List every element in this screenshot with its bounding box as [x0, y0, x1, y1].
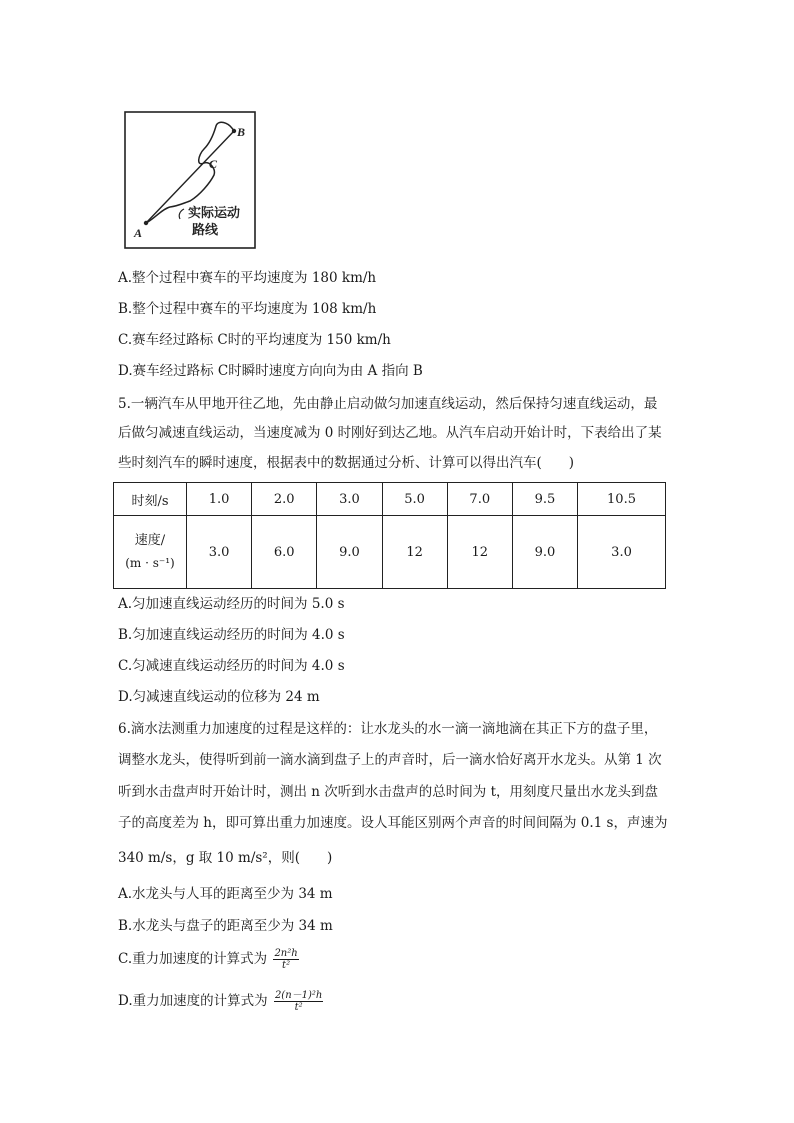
speed-cell: 3.0 [187, 516, 252, 589]
q6-option-c-fraction [273, 948, 298, 971]
q6-option-d [118, 986, 323, 1016]
q6-stem-line5: 340 m/s，g 取 10 m/s²，则( ) [118, 850, 333, 866]
speed-header-line1: 速度/ [134, 533, 166, 548]
q6-option-c [118, 944, 299, 974]
time-cell: 5.0 [382, 483, 447, 516]
q6-option-c-text: C.重力加速度的计算式为 [118, 951, 268, 967]
time-cell: 10.5 [578, 483, 666, 516]
time-cell: 2.0 [252, 483, 317, 516]
time-cell: 9.5 [512, 483, 577, 516]
track-diagram-svg [124, 111, 256, 249]
q5-stem-line1: 5.一辆汽车从甲地开往乙地，先由静止启动做匀加速直线运动，然后保持匀速直线运动，最 [118, 396, 658, 412]
caption-line2: 路线 [192, 223, 219, 238]
q5-stem-line2: 后做匀减速直线运动，当速度减为 0 时刚好到达乙地。从汽车启动开始计时，下表给出了某 [118, 425, 662, 441]
row-header-speed [114, 516, 187, 589]
q4-option-b: B.整个过程中赛车的平均速度为 108 km/h [118, 301, 377, 317]
speed-cell: 6.0 [252, 516, 317, 589]
q5-option-b: B.匀加速直线运动经历的时间为 4.0 s [118, 627, 345, 643]
q6-option-b: B.水龙头与盘子的距离至少为 34 m [118, 918, 333, 934]
q5-stem-line3: 些时刻汽车的瞬时速度，根据表中的数据通过分析、计算可以得出汽车( ) [118, 455, 575, 471]
q5-option-c: C.匀减速直线运动经历的时间为 4.0 s [118, 658, 345, 674]
speed-cell: 12 [447, 516, 512, 589]
point-b [232, 129, 236, 133]
fraction-numerator: 2n²h [274, 948, 298, 959]
row-header-time: 时刻/s [114, 483, 187, 516]
fraction-denominator: t² [282, 960, 291, 971]
fraction-denominator: t² [294, 1002, 303, 1013]
label-a: A [134, 226, 143, 240]
speed-cell: 3.0 [578, 516, 666, 589]
time-cell: 7.0 [447, 483, 512, 516]
point-a [144, 221, 148, 225]
q6-stem-line3: 听到水击盘声时开始计时，测出 n 次听到水击盘声的总时间为 t，用刻度尺量出水龙头到盘 [118, 784, 658, 800]
q4-option-c: C.赛车经过路标 C时的平均速度为 150 km/h [118, 332, 391, 348]
table-row-time [114, 483, 666, 516]
speed-header-line2: (m · s⁻¹) [125, 556, 175, 570]
q5-option-a: A.匀加速直线运动经历的时间为 5.0 s [118, 596, 345, 612]
time-speed-table [113, 482, 666, 589]
q6-option-a: A.水龙头与人耳的距离至少为 34 m [118, 886, 333, 902]
speed-cell: 12 [382, 516, 447, 589]
time-cell: 3.0 [317, 483, 382, 516]
label-c: C [209, 157, 218, 171]
q6-stem-line1: 6.滴水法测重力加速度的过程是这样的：让水龙头的水一滴一滴地滴在其正下方的盘子里， [118, 721, 658, 737]
q5-option-d: D.匀减速直线运动的位移为 24 m [118, 689, 320, 705]
q6-stem-line2: 调整水龙头，使得听到前一滴水滴到盘子上的声音时，后一滴水恰好离开水龙头。从第 1 次 [118, 752, 662, 768]
speed-cell: 9.0 [512, 516, 577, 589]
table-row-speed [114, 516, 666, 589]
q6-option-d-text: D.重力加速度的计算式为 [118, 993, 268, 1009]
q4-option-d: D.赛车经过路标 C时瞬时速度方向向为由 A 指向 B [118, 363, 423, 379]
q6-stem-line4: 子的高度差为 h，即可算出重力加速度。设人耳能区别两个声音的时间间隔为 0.1 s，声速为 [118, 815, 668, 831]
q6-option-d-fraction [274, 990, 323, 1013]
label-b: B [237, 125, 246, 139]
time-cell: 1.0 [187, 483, 252, 516]
track-diagram [124, 111, 256, 249]
fraction-numerator: 2(n－1)²h [274, 990, 323, 1001]
caption-line1: 实际运动 [188, 206, 241, 221]
speed-cell: 9.0 [317, 516, 382, 589]
q4-option-a: A.整个过程中赛车的平均速度为 180 km/h [118, 270, 377, 286]
